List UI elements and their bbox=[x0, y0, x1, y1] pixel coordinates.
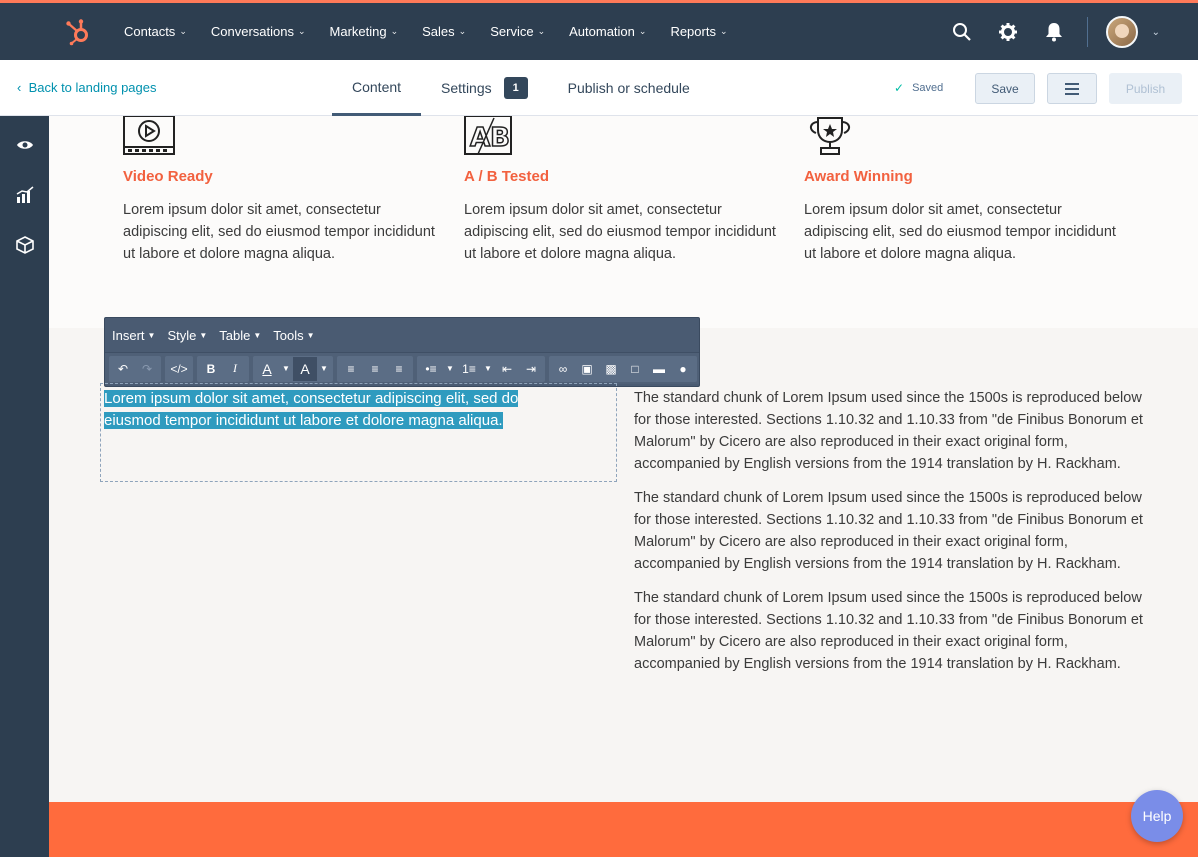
help-button[interactable]: Help bbox=[1131, 790, 1183, 842]
saved-label: Saved bbox=[912, 82, 944, 94]
nav-item-conversations[interactable] bbox=[211, 24, 306, 39]
publish-button[interactable]: Publish bbox=[1109, 73, 1182, 104]
feature-text: Lorem ipsum dolor sit amet, consectetur adipiscing elit, sed do eiusmod tempor incididunt ut labore et dolore magna aliqua. bbox=[464, 202, 776, 262]
menu-label: Insert bbox=[112, 327, 145, 343]
outdent-icon[interactable]: ⇤ bbox=[501, 361, 513, 376]
color-group bbox=[253, 356, 333, 382]
avatar[interactable] bbox=[1106, 16, 1138, 48]
feature-video-ready[interactable] bbox=[123, 116, 443, 265]
chevron-down-icon[interactable]: ⌄ bbox=[1151, 27, 1160, 38]
caret-down-icon: ▼ bbox=[306, 330, 315, 340]
menu-label: Tools bbox=[273, 327, 304, 343]
ab-test-icon bbox=[464, 116, 516, 156]
rich-text-editable[interactable] bbox=[104, 388, 564, 432]
rte-menu-table[interactable] bbox=[219, 328, 261, 343]
main-nav bbox=[112, 3, 740, 60]
undo-icon[interactable]: ↶ bbox=[117, 361, 129, 376]
eye-icon[interactable] bbox=[14, 134, 36, 156]
more-menu-button[interactable] bbox=[1047, 73, 1097, 104]
nav-item-sales[interactable] bbox=[422, 24, 466, 39]
editor-header bbox=[0, 60, 1198, 116]
modules-cube-icon[interactable] bbox=[14, 234, 36, 256]
align-center-icon[interactable]: ≡ bbox=[371, 361, 379, 376]
nav-label: Conversations bbox=[210, 24, 294, 39]
rte-menu-tools[interactable] bbox=[273, 328, 314, 343]
right-text-column[interactable] bbox=[634, 387, 1149, 687]
chevron-down-icon: ⌄ bbox=[458, 26, 467, 36]
nav-label: Reports bbox=[670, 24, 716, 39]
caret-down-icon[interactable]: ▼ bbox=[282, 364, 290, 373]
tab-label: Settings bbox=[441, 80, 492, 96]
link-icon[interactable]: ∞ bbox=[558, 361, 568, 376]
indent-icon[interactable]: ⇥ bbox=[525, 361, 537, 376]
editor-tabs bbox=[332, 60, 710, 116]
format-group bbox=[197, 356, 249, 382]
nav-item-marketing[interactable] bbox=[330, 24, 399, 39]
tab-label: Content bbox=[352, 78, 402, 95]
feature-text: Lorem ipsum dolor sit amet, consectetur adipiscing elit, sed do eiusmod tempor incididunt ut labore et dolore magna aliqua. bbox=[804, 202, 1116, 262]
embed-icon[interactable]: ▩ bbox=[605, 361, 617, 376]
feature-title: Video Ready bbox=[123, 168, 213, 185]
feature-award-winning[interactable] bbox=[804, 116, 1124, 265]
video-icon bbox=[123, 116, 175, 156]
personalize-icon[interactable]: ● bbox=[679, 361, 687, 376]
feature-text: Lorem ipsum dolor sit amet, consectetur adipiscing elit, sed do eiusmod tempor incididunt ut labore et dolore magna aliqua. bbox=[123, 202, 435, 262]
caret-down-icon: ▼ bbox=[199, 330, 208, 340]
insert-group bbox=[549, 356, 697, 382]
align-group bbox=[337, 356, 413, 382]
save-button[interactable]: Save bbox=[975, 73, 1035, 104]
redo-icon[interactable]: ↷ bbox=[141, 361, 153, 376]
nav-divider bbox=[1087, 17, 1088, 47]
history-group bbox=[109, 356, 161, 382]
numbered-list-icon[interactable]: 1≡ bbox=[462, 361, 476, 376]
caret-down-icon[interactable]: ▼ bbox=[484, 364, 492, 373]
rte-button-row bbox=[105, 352, 699, 384]
hamburger-icon bbox=[1065, 83, 1079, 95]
page-canvas bbox=[49, 116, 1198, 857]
tab-settings[interactable] bbox=[421, 60, 548, 116]
menu-label: Style bbox=[167, 327, 197, 343]
nav-label: Automation bbox=[569, 24, 635, 39]
features-section bbox=[49, 116, 1198, 328]
back-label: Back to landing pages bbox=[28, 80, 157, 95]
selected-text: Lorem ipsum dolor sit amet, consectetur adipiscing elit, sed do eiusmod tempor incididunt ut labore et dolore magna aliqua. bbox=[104, 390, 519, 429]
saved-status bbox=[894, 81, 943, 95]
footer-section[interactable] bbox=[49, 802, 1198, 857]
nav-label: Contacts bbox=[124, 24, 176, 39]
document-icon[interactable]: □ bbox=[631, 361, 639, 376]
source-code-icon[interactable]: </> bbox=[170, 361, 188, 376]
bell-icon[interactable] bbox=[1043, 21, 1065, 43]
align-left-icon[interactable]: ≡ bbox=[347, 361, 355, 376]
nav-label: Marketing bbox=[329, 24, 387, 39]
nav-label: Sales bbox=[422, 24, 455, 39]
feature-ab-tested[interactable] bbox=[464, 116, 784, 265]
rte-menubar bbox=[105, 318, 699, 352]
gear-icon[interactable] bbox=[997, 21, 1019, 43]
left-sidebar bbox=[0, 116, 49, 857]
chevron-down-icon: ⌄ bbox=[179, 26, 187, 36]
paragraph: The standard chunk of Lorem Ipsum used since the 1500s is reproduced below for those interested. Sections 1.10.32 and 1.10.33 from "de Finibus Bonorum et Malorum" by Cicero are also reproduced in their exact original form, accompanied by English versions from the 1914 translation by H. Rackham. bbox=[634, 390, 1143, 472]
list-group bbox=[417, 356, 545, 382]
bullet-list-icon[interactable]: •≡ bbox=[425, 361, 437, 376]
feature-title: A / B Tested bbox=[464, 168, 550, 185]
menu-label: Table bbox=[219, 327, 251, 343]
feature-title: Award Winning bbox=[804, 168, 913, 185]
search-icon[interactable] bbox=[951, 21, 973, 43]
chevron-left-icon: ‹ bbox=[17, 80, 29, 95]
svg-text:AB: AB bbox=[470, 123, 510, 153]
caret-down-icon: ▼ bbox=[147, 330, 156, 340]
nav-label: Service bbox=[490, 24, 534, 39]
paragraph: The standard chunk of Lorem Ipsum used since the 1500s is reproduced below for those interested. Sections 1.10.32 and 1.10.33 from "de Finibus Bonorum et Malorum" by Cicero are also reproduced in their exact original form, accompanied by English versions from the 1914 translation by H. Rackham. bbox=[634, 490, 1143, 572]
rte-menu-insert[interactable] bbox=[112, 328, 155, 343]
tab-content[interactable] bbox=[332, 60, 421, 116]
chevron-down-icon: ⌄ bbox=[719, 26, 728, 36]
chevron-down-icon: ⌄ bbox=[297, 26, 306, 36]
rte-menu-style[interactable] bbox=[167, 328, 207, 343]
paragraph: The standard chunk of Lorem Ipsum used since the 1500s is reproduced below for those interested. Sections 1.10.32 and 1.10.33 from "de Finibus Bonorum et Malorum" by Cicero are also reproduced in their exact original form, accompanied by English versions from the 1914 translation by H. Rackham. bbox=[634, 590, 1143, 672]
nav-item-automation[interactable] bbox=[569, 24, 646, 39]
back-to-landing-pages-link[interactable] bbox=[17, 80, 157, 95]
source-group bbox=[165, 356, 193, 382]
nav-item-service[interactable] bbox=[490, 24, 545, 39]
trophy-icon bbox=[804, 116, 856, 156]
chevron-down-icon: ⌄ bbox=[638, 26, 647, 36]
align-right-icon[interactable]: ≡ bbox=[395, 361, 403, 376]
analytics-icon[interactable] bbox=[14, 184, 36, 206]
caret-down-icon[interactable]: ▼ bbox=[320, 364, 328, 373]
nav-utilities bbox=[939, 3, 1138, 60]
rich-text-toolbar bbox=[104, 317, 700, 387]
nav-item-contacts[interactable] bbox=[124, 24, 187, 39]
text-color-icon[interactable]: A bbox=[262, 360, 272, 377]
cta-icon[interactable]: ▬ bbox=[653, 361, 665, 376]
hubspot-logo-icon[interactable] bbox=[64, 18, 92, 46]
bold-icon[interactable]: B bbox=[206, 361, 216, 376]
settings-badge: 1 bbox=[504, 77, 528, 99]
caret-down-icon: ▼ bbox=[253, 330, 262, 340]
highlight-color-icon[interactable]: A bbox=[293, 357, 317, 381]
check-icon: ✓ bbox=[894, 81, 905, 95]
italic-icon[interactable]: I bbox=[233, 361, 237, 375]
image-icon[interactable]: ▣ bbox=[581, 361, 593, 376]
tab-label: Publish or schedule bbox=[567, 80, 690, 96]
tab-publish-or-schedule[interactable] bbox=[548, 60, 710, 116]
top-navigation bbox=[0, 0, 1198, 60]
nav-item-reports[interactable] bbox=[670, 24, 727, 39]
caret-down-icon[interactable]: ▼ bbox=[446, 364, 454, 373]
chevron-down-icon: ⌄ bbox=[390, 26, 399, 36]
chevron-down-icon: ⌄ bbox=[537, 26, 546, 36]
